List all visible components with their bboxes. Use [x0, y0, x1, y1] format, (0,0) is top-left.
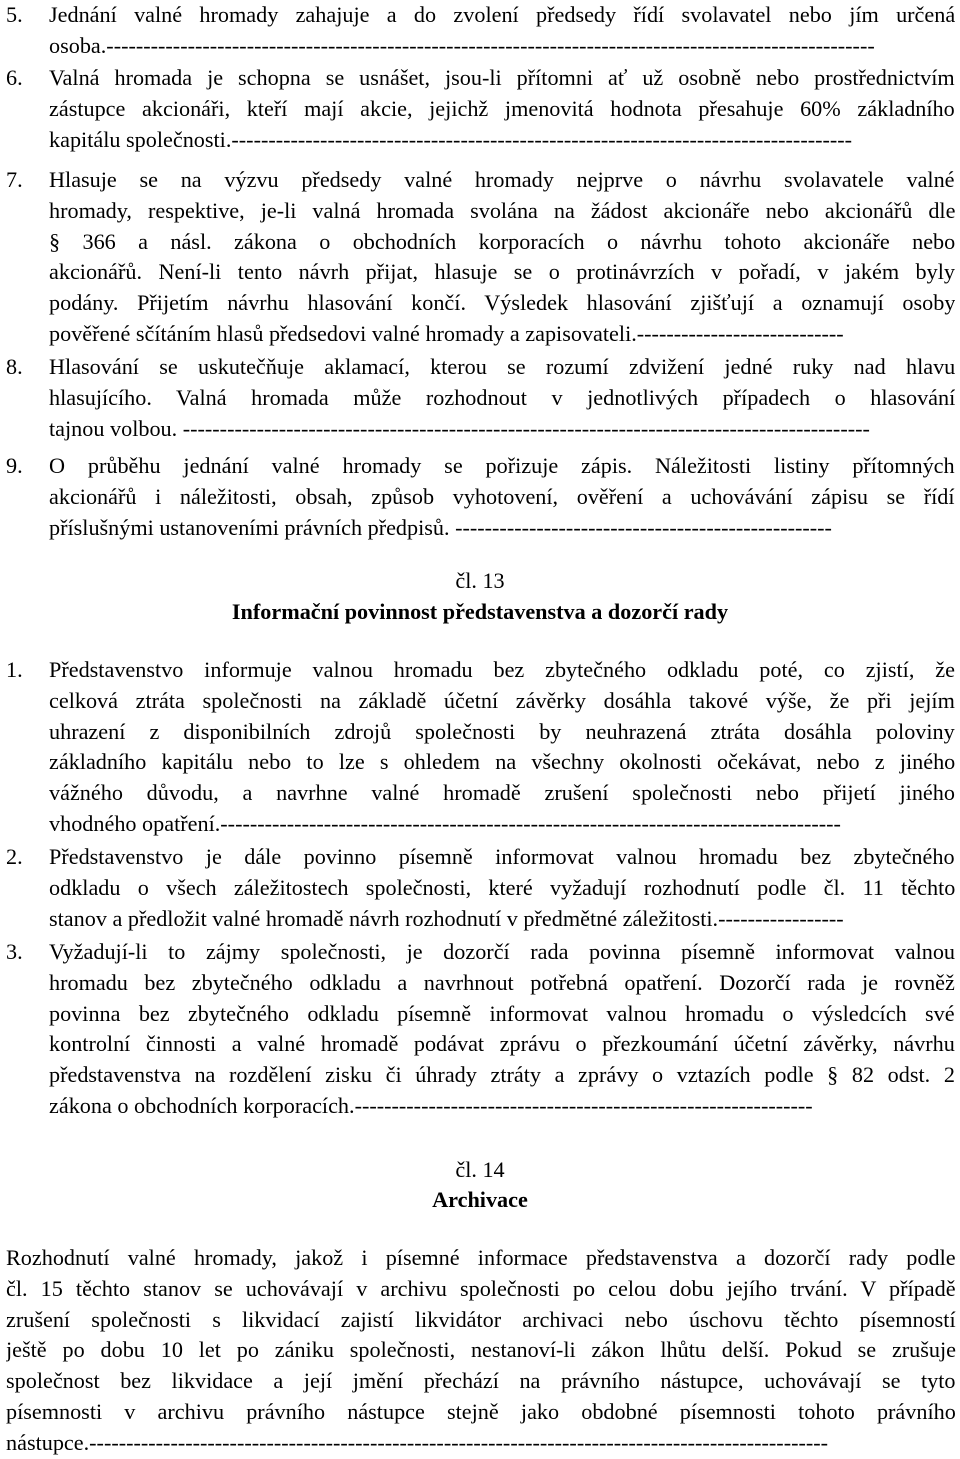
item-number: 6.: [6, 65, 23, 90]
item-number: 5.: [6, 2, 23, 27]
text-line: celková ztráta společnosti na základě účetní závěrky dosáhla takové výše, že při jejím: [49, 687, 955, 713]
article-14-paragraph: [6, 1243, 956, 1459]
text-line: podány. Přijetím návrhu hlasování končí. Výsledek hlasování zjišťují a oznamují osoby: [49, 290, 955, 316]
text-line: nástupce.----------------------------------------------------------------------------------------------------: [6, 1429, 829, 1455]
text-line: kontrolní činnosti a valné hromadě podávat zprávu o přezkoumání účetní závěrky, návrhu: [49, 1031, 955, 1057]
article-13-number: čl. 13: [455, 568, 505, 593]
text-line: vhodného opatření.------------------------------------------------------------------------------------: [49, 810, 841, 836]
text-line: povinna bez zbytečného odkladu písemně informovat valnou hromadu o výsledcích své: [49, 1000, 955, 1026]
item-text: [49, 655, 955, 840]
text-line: O průběhu jednání valné hromady se pořizuje zápis. Náležitosti listiny přítomných: [49, 453, 955, 478]
item-text: [49, 451, 955, 543]
text-line: § 366 a násl. zákona o obchodních korporacích o návrhu tohoto akcionáře nebo: [49, 228, 955, 254]
text-line: zrušení společnosti s likvidací zajistí likvidátor archivaci nebo úschovu těchto písemností: [6, 1306, 956, 1332]
item-text: [49, 352, 955, 444]
item-text: [49, 842, 955, 934]
text-line: vážného důvodu, a navrhne valné hromadě zrušení společnosti nebo přijetí jiného: [49, 780, 955, 806]
article-13-title: Informační povinnost představenstva a dozorčí rady: [231, 599, 729, 624]
text-line: akcionářů i náležitosti, obsah, způsob vyhotovení, ověření a uchovávání zápisu se řídí: [49, 483, 955, 509]
text-line: pověřené sčítáním hlasů předsedovi valné hromady a zapisovateli.----------------------------: [49, 320, 844, 346]
text-line: osoba.--------------------------------------------------------------------------------------------------------: [49, 32, 875, 58]
text-line: tajnou volbou. ---------------------------------------------------------------------------------------------: [49, 415, 870, 441]
item-text: [49, 63, 955, 155]
text-line: Hlasování se uskutečňuje aklamací, kterou se rozumí zdvižení jedné ruky nad hlavu: [49, 354, 955, 379]
text-line: Rozhodnutí valné hromady, jakož i písemné informace představenstva a dozorčí rady podle: [6, 1245, 956, 1270]
text-line: zástupce akcionáři, kteří mají akcie, jejichž jmenovitá hodnota přesahuje 60% základního: [49, 95, 955, 121]
text-line: písemnosti v archivu právního nástupce stejně jako obdobné písemnosti tohoto právního: [6, 1398, 956, 1424]
text-line: Hlasuje se na výzvu předsedy valné hromady nejprve o návrhu svolavatele valné: [49, 167, 955, 192]
text-line: hlasujícího. Valná hromada může rozhodnout v jednotlivých případech o hlasování: [49, 384, 955, 410]
item-number: 7.: [6, 167, 23, 192]
text-line: akcionářů. Není-li tento návrh přijat, hlasuje se o protinávrzích v pořadí, v jakém byly: [49, 259, 955, 285]
text-line: Vyžadují-li to zájmy společnosti, je dozorčí rada povinna písemně informovat valnou: [49, 939, 955, 964]
text-line: uhrazení z disponibilních zdrojů společnosti by neuhrazená ztráta dosáhla poloviny: [49, 718, 955, 744]
item-text: [49, 165, 955, 350]
text-line: odkladu o všech záležitostech společnosti, které vyžadují rozhodnutí podle čl. 11 těchto: [49, 874, 955, 900]
item-text: [49, 937, 955, 1122]
article-14-title: Archivace: [432, 1187, 528, 1212]
item-number: 1.: [6, 657, 23, 682]
item-number: 2.: [6, 844, 23, 869]
text-line: hromady, respektive, je-li valná hromada svolána na žádost akcionáře nebo akcionářů dle: [49, 197, 955, 223]
item-number: 3.: [6, 939, 23, 964]
text-line: zákona o obchodních korporacích.--------------------------------------------------------------: [49, 1092, 813, 1118]
article-14-number: čl. 14: [455, 1157, 505, 1182]
text-line: ještě po dobu 10 let po zániku společnosti, nestanoví-li zákon lhůtu delší. Pokud se zrušuje: [6, 1337, 956, 1363]
text-line: Představenstvo je dále povinno písemně informovat valnou hromadu bez zbytečného: [49, 844, 955, 869]
text-line: čl. 15 těchto stanov se uchovávají v archivu společnosti po celou dobu jejího trvání. V případě: [6, 1275, 956, 1301]
text-line: příslušnými ustanoveními právních předpisů. ---------------------------------------------------: [49, 514, 832, 540]
text-line: hromadu bez zbytečného odkladu a navrhnout potřebná opatření. Dozorčí rada je rovněž: [49, 969, 955, 995]
text-line: Jednání valné hromady zahajuje a do zvolení předsedy řídí svolavatel nebo jím určená: [49, 2, 955, 27]
text-line: představenstva na rozdělení zisku či úhrady ztráty a zprávy o vztazích podle § 82 odst. 2: [49, 1062, 955, 1088]
text-line: Představenstvo informuje valnou hromadu bez zbytečného odkladu poté, co zjistí, že: [49, 657, 955, 682]
item-number: 9.: [6, 453, 23, 478]
text-line: společnost bez likvidace a její jmění přechází na právního nástupce, uchovávají se tyto: [6, 1368, 956, 1394]
text-line: stanov a předložit valné hromadě návrh rozhodnutí v předmětné záležitosti.-----------------: [49, 905, 844, 931]
item-number: 8.: [6, 354, 23, 379]
text-line: Valná hromada je schopna se usnášet, jsou-li přítomni ať už osobně nebo prostřednictvím: [49, 65, 955, 90]
text-line: základního kapitálu nebo to lze s ohledem na všechny okolnosti očekávat, nebo z jiného: [49, 749, 955, 775]
item-text: [49, 0, 955, 62]
text-line: kapitálu společnosti.------------------------------------------------------------------------------------: [49, 126, 853, 152]
